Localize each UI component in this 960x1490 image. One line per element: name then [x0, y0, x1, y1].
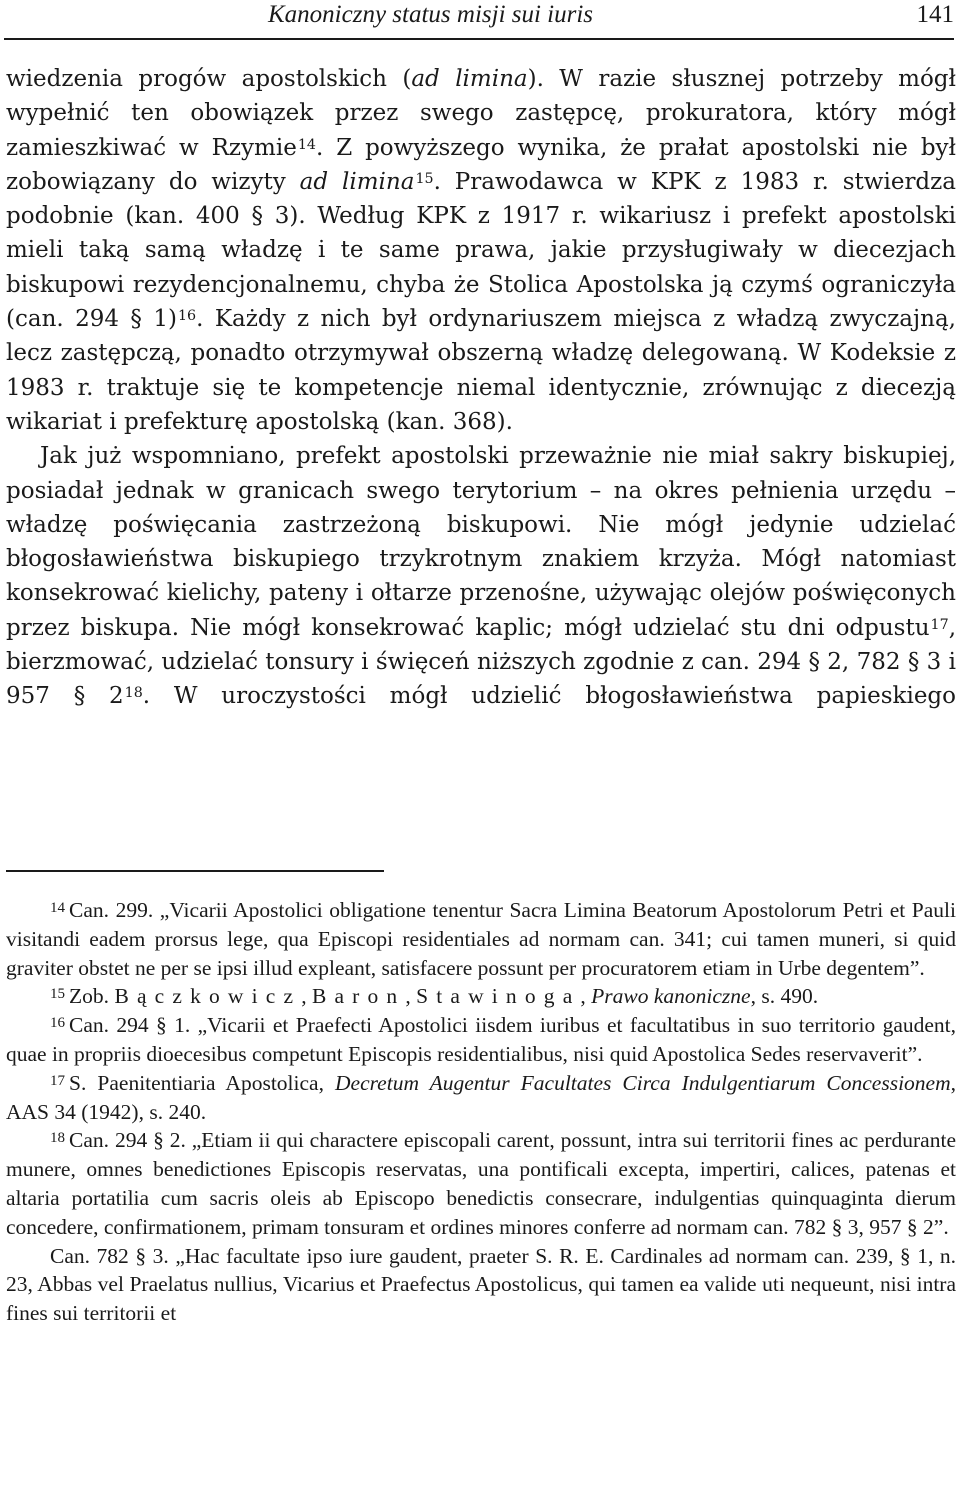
decree-title: Decretum Augentur Facultates Circa Indulgentiarum Concessionem	[335, 1070, 951, 1095]
running-header	[0, 0, 960, 38]
author-name: Stawinoga	[416, 984, 581, 1009]
footnote-number: 15	[50, 986, 66, 1003]
footnote-ref-14[interactable]: 14	[297, 136, 316, 153]
footnote-ref-17[interactable]: 17	[930, 616, 949, 633]
footnote-14	[6, 896, 956, 982]
footnote-15	[6, 982, 956, 1011]
footnote-number: 14	[50, 900, 66, 916]
page-number: 141	[916, 1, 954, 28]
footnote-number: 18	[50, 1130, 66, 1147]
footnote-17	[6, 1069, 956, 1127]
text-run: wiedzenia progów apostolskich (	[6, 66, 412, 92]
separator: ,	[301, 984, 312, 1009]
footnote-ref-15[interactable]: 15	[415, 170, 434, 187]
separator: ,	[580, 984, 592, 1009]
text-run: Jak już wspomniano, prefekt apostolski przeważnie nie miał sakry biskupiej, posiadał jednak w granicach swego terytorium – na okres pełnienia urzędu – władzę poświęcania zastrzeżoną biskupowi. Nie mógł jedynie udzielać błogosławieństwa biskupiego trzykrotnym znakiem krzyża. Mógł natomiast konsekrować kielichy, pateny i ołtarze przenośne, używając olejów poświęconych przez biskupa. Nie mógł konsekrować kaplic; mógł udzielać stu dni odpustu	[6, 443, 956, 641]
running-title: Kanoniczny status misji sui iuris	[268, 1, 594, 28]
footnote-text: S. Paenitentiaria Apostolica,	[69, 1070, 335, 1095]
paragraph-1	[6, 62, 956, 439]
text-run: . W uroczystości mógł udzielić błogosławieństwa papieskiego	[142, 683, 956, 710]
footnote-18	[6, 1126, 956, 1241]
footnote-16	[6, 1011, 956, 1069]
text-run: . Z powyższego wynika, że prałat apostolski nie był zobowiązany do wizyty	[6, 134, 956, 195]
text-run: ). W razie słusznej potrzeby mógł wypełnić ten obowiązek przez swego zastępcę, prokuratora, który mógł zamieszkiwać w Rzymie	[6, 66, 956, 161]
footnote-text: Zob.	[69, 984, 115, 1009]
italic-term: ad limina	[299, 168, 415, 195]
footnote-number: 17	[50, 1072, 66, 1089]
footnote-number: 16	[50, 1015, 66, 1032]
author-name: Bączkowicz	[114, 984, 302, 1009]
text-run: , bierzmować, udzielać tonsury i święceń niższych zgodnie z can. 294 § 2, 782 § 3 i 957 § 2	[6, 614, 956, 710]
footnote-text: , AAS 34 (1942), s. 240.	[6, 1070, 956, 1124]
footnote-text: Can. 294 § 1. „Vicarii et Praefecti Apostolici iisdem iuribus et facultatibus in suo territorio gaudent, quae in propriis dioecesibus competunt Episcopis residentialibus, nisi quid Apostolica Sedes reservaverit”.	[6, 1013, 956, 1066]
footnote-text: Can. 294 § 2. „Etiam ii qui charactere episcopali carent, possunt, intra sui territorii fines ac perdurante munere, omnes benedictiones Episcopis reservatas, una pontificali excepta, impertiri, calices, patenas et altaria portatilia cum sacris oleis ab Episcopo benedictis consecrare, indulgentias quinquaginta dierum concedere, confirmationem, primam tonsuram et ordines minores conferre ad normam can. 782 § 3, 957 § 2”.	[6, 1128, 956, 1239]
footnote-rule	[6, 870, 384, 872]
footnote-ref-18[interactable]: 18	[124, 685, 143, 702]
footnote-text: Can. 299. „Vicarii Apostolici obligatione tenentur Sacra Limina Beatorum Apostolorum Petri et Pauli visitandi eadem prorsus lege, qua Episcopi residentiales ad normam can. 341; cui tamen muneri, si quid graviter obstet ne per se ipsi illud expleant, satisfacere possunt per procuratorem etiam in Urbe degentem”.	[6, 898, 956, 980]
paragraph-2	[6, 439, 956, 713]
footnote-text: , s. 490.	[750, 984, 819, 1009]
separator: ,	[405, 984, 417, 1009]
text-run: . Każdy z nich był ordynariuszem miejsca z władzą zwyczajną, lecz zastępczą, ponadto otrzymywał obszerną władzę delegowaną. W Kodeksie z 1983 r. traktuje się te kompetencje niemal identycznie, zrównując z diecezją wikariat i prefekturę apostolską (kan. 368).	[6, 306, 956, 435]
text-run: . Prawodawca w KPK z 1983 r. stwierdza podobnie (kan. 400 § 3). Według KPK z 1917 r. wikariusz i prefekt apostolski mieli taką samą władzę i te same prawa, jakie przysługiwały w diecezjach biskupowi rezydencjonalnemu, chyba że Stolica Apostolska ją czymś ograniczyła (can. 294 § 1)	[6, 168, 956, 333]
book-title: Prawo kanoniczne	[591, 984, 751, 1009]
footnote-ref-16[interactable]: 16	[177, 308, 197, 325]
author-name: Baron	[311, 984, 406, 1009]
footnotes	[6, 896, 956, 1328]
header-rule	[4, 38, 954, 40]
main-text	[6, 62, 956, 714]
footnote-text: Can. 782 § 3. „Hac facultate ipso iure gaudent, praeter S. R. E. Cardinales ad normam can. 239, § 1, n. 23, Abbas vel Praelatus nullius, Vicarius et Praefectus Apostolicus, qui tamen ea valide uti nequeunt, nisi intra fines sui territorii et	[6, 1243, 956, 1326]
footnote-18-continued	[6, 1242, 956, 1328]
italic-term: ad limina	[411, 66, 528, 92]
